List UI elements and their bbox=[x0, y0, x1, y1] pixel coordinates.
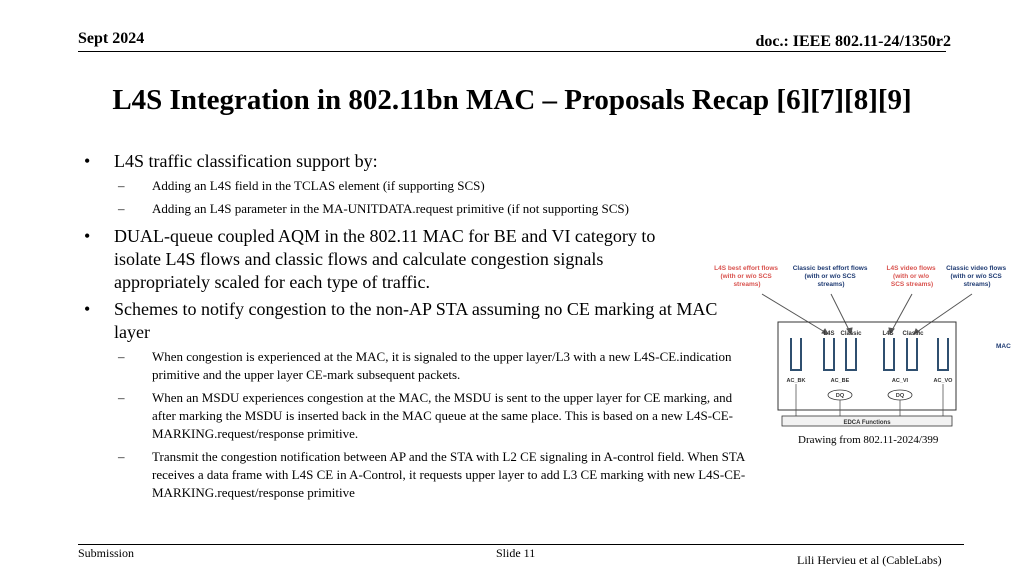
queue-l4s-vi bbox=[884, 338, 894, 370]
sub-bullet-item bbox=[84, 348, 749, 384]
bullet-text: DUAL-queue coupled AQM in the 802.11 MAC for BE and VI category to isolate L4S flows and classic flows and calculate congestion signals appropriately scaled for each type of traffic. bbox=[114, 226, 656, 292]
bullet-item bbox=[84, 225, 749, 294]
svg-text:Classic best effort flows bbox=[793, 265, 870, 288]
bullet-marker: • bbox=[84, 226, 91, 246]
sub-bullet-item bbox=[84, 177, 749, 195]
sub-bullet-text: When an MSDU experiences congestion at the MAC, the MSDU is sent to the upper layer for CE marking, and after marking the MSDU is inserted back in the MAC queue at the same place. This is based on a new L4S-CE-MARKING.request/response primitive. bbox=[152, 390, 734, 441]
dq-be-label: DQ bbox=[835, 393, 845, 399]
flow-label-line: (with or w/o bbox=[893, 273, 930, 280]
flow-label-line: Classic best effort flows bbox=[792, 265, 868, 272]
queue-classic-be bbox=[846, 338, 856, 370]
sub-bullet-item bbox=[84, 389, 749, 443]
flow-label-line: Classic video flows bbox=[946, 265, 1007, 272]
flow-label-line: (with or w/o SCS bbox=[804, 273, 856, 280]
svg-text:L4S video flows (with or bbox=[887, 265, 938, 288]
bullet-text: L4S traffic classification support by: bbox=[114, 151, 378, 171]
ac-label: AC_BK bbox=[786, 378, 806, 384]
queue-ac-vo bbox=[938, 338, 948, 370]
flow-label-line: (with or w/o SCS bbox=[720, 273, 772, 280]
mac-label: MAC bbox=[996, 343, 1011, 350]
flow-arrow bbox=[914, 294, 972, 334]
flow-arrow bbox=[762, 294, 828, 334]
bullet-item bbox=[84, 150, 749, 173]
ac-label: AC_VI bbox=[891, 378, 909, 384]
sub-bullet-item bbox=[84, 448, 749, 502]
sub-bullet-marker: – bbox=[118, 349, 125, 364]
flow-label-line: SCS streams) bbox=[890, 281, 934, 288]
sub-bullet-text: Transmit the congestion notification between AP and the STA with L2 CE signaling in A-control field. When STA receives a data frame with L4S CE in A-Control, it requests upper layer to add L3 CE marking with new L4S-CE-MARKING.request/response primitive bbox=[152, 449, 746, 500]
bullet-text: Schemes to notify congestion to the non-AP STA assuming no CE marking at MAC layer bbox=[114, 299, 718, 342]
edca-label: EDCA Functions bbox=[843, 420, 891, 426]
svg-text:Classic video flows (wit bbox=[946, 265, 1008, 288]
sub-bullet-text: When congestion is experienced at the MAC, it is signaled to the upper layer/L3 with a new L4S-CE.indication primitive and the upper layer CE-mark subsequent packets. bbox=[152, 349, 732, 382]
queue-label-classic-be: Classic bbox=[840, 331, 862, 337]
svg-text:L4S best effort flows (w bbox=[714, 265, 780, 288]
sub-bullet-marker: – bbox=[118, 178, 125, 193]
ac-label: AC_VO bbox=[933, 378, 953, 384]
bullet-marker: • bbox=[84, 151, 91, 171]
queue-label-classic-vi: Classic bbox=[902, 331, 924, 337]
flow-arrow bbox=[831, 294, 851, 334]
bullet-list bbox=[84, 150, 749, 507]
sub-bullet-text: Adding an L4S parameter in the MA-UNITDATA.request primitive (if not supporting SCS) bbox=[152, 201, 629, 216]
sub-bullet-item bbox=[84, 200, 749, 218]
footer-authors: Lili Hervieu et al (CableLabs) bbox=[797, 553, 942, 567]
queue-l4s-be bbox=[824, 338, 834, 370]
sub-bullet-marker: – bbox=[118, 390, 125, 405]
dq-vi-label: DQ bbox=[895, 393, 905, 399]
flow-label-line: (with or w/o SCS bbox=[950, 273, 1002, 280]
header-doc-id: doc.: IEEE 802.11-24/1350r2 bbox=[755, 33, 951, 50]
sub-bullet-text: Adding an L4S field in the TCLAS element (if supporting SCS) bbox=[152, 178, 485, 193]
dual-queue-diagram bbox=[700, 258, 1020, 434]
bullet-marker: • bbox=[84, 299, 91, 319]
queue-classic-vi bbox=[907, 338, 917, 370]
header-date: Sept 2024 bbox=[78, 30, 145, 47]
header-divider bbox=[78, 51, 946, 52]
figure-caption: Drawing from 802.11-2024/399 bbox=[798, 434, 939, 446]
ac-label: AC_BE bbox=[830, 378, 850, 384]
footer-submission: Submission bbox=[78, 546, 135, 560]
footer-divider bbox=[78, 544, 964, 545]
bullet-item bbox=[84, 298, 749, 344]
queue-label-l4s-be: L4S bbox=[823, 331, 835, 337]
flow-label-line: L4S video flows bbox=[886, 265, 936, 272]
queue-label-l4s-vi: L4S bbox=[882, 331, 894, 337]
slide-title: L4S Integration in 802.11bn MAC – Proposals Recap [6][7][8][9] bbox=[112, 84, 912, 116]
flow-label-line: L4S best effort flows bbox=[714, 265, 779, 272]
flow-arrow bbox=[890, 294, 912, 334]
mac-box bbox=[778, 322, 956, 410]
flow-label-line: streams) bbox=[733, 281, 761, 288]
flow-label-line: streams) bbox=[817, 281, 845, 288]
sub-bullet-marker: – bbox=[118, 449, 125, 464]
queue-ac-bk bbox=[791, 338, 801, 370]
flow-label-line: streams) bbox=[963, 281, 991, 288]
slide-number: Slide 11 bbox=[496, 546, 536, 560]
sub-bullet-marker: – bbox=[118, 201, 125, 216]
